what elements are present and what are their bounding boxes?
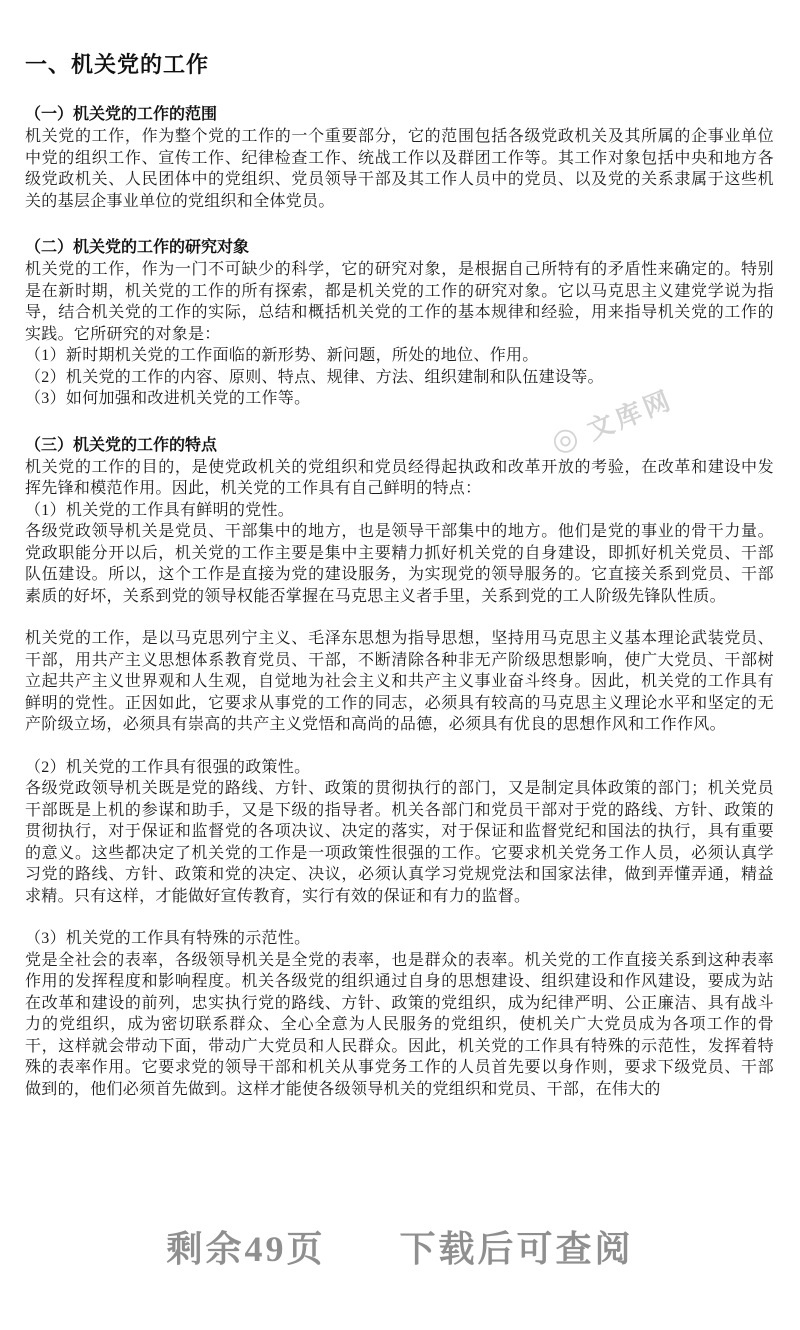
paragraph: 机关党的工作，作为一门不可缺少的科学，它的研究对象，是根据自己所特有的矛盾性来确定的。特别是在新时期，机关党的工作的所有探索，都是机关党的工作的研究对象。它以马克思主义建党学说为指导，结合机关党的工作的实际，总结和概括机关党的工作的基本规律和经验，用来指导机关党的工作的实践。它所研究的对象是：	[25, 261, 774, 343]
list-item: （3）如何加强和改进机关党的工作等。	[25, 390, 311, 407]
section-heading: （三）机关党的工作的特点	[25, 436, 218, 454]
list-item: （1）新时期机关党的工作面临的新形势、新问题，所处的地位、作用。	[25, 347, 539, 364]
paragraph: 机关党的工作，作为整个党的工作的一个重要部分，它的范围包括各级党政机关及其所属的企事业单位中党的组织工作、宣传工作、纪律检查工作、统战工作以及群团工作等。其工作对象包括中央和地方各级党政机关、人民团体中的党组织、党员领导干部及其工作人员中的党员、以及党的关系隶属于这些机关的基层企事业单位的党组织和全体党员。	[25, 128, 774, 210]
section-heading: （二）机关党的工作的研究对象	[25, 239, 250, 256]
watermark-text: 文库网	[583, 384, 678, 446]
view-after-download-label: 下载后可查阅	[399, 1229, 634, 1269]
page-title: 一、机关党的工作	[25, 52, 210, 77]
paragraph: 各级党政领导机关是党员、干部集中的地方，也是领导干部集中的地方。他们是党的事业的骨干力量。党政职能分开以后，机关党的工作主要是集中主要精力抓好机关党的自身建设，即抓好机关党员、干部队伍建设。所以，这个工作是直接为党的建设服务，为实现党的领导服务的。它直接关系到党员、干部素质的好坏，关系到党的领导权能否掌握在马克思主义者手里，关系到党的工人阶级先锋队性质。	[25, 523, 774, 605]
point-title: （1）机关党的工作具有鲜明的党性。	[25, 501, 295, 519]
paragraph: 各级党政领导机关既是党的路线、方针、政策的贯彻执行的部门，又是制定具体政策的部门；机关党员干部既是上机的参谋和助手，又是下级的指导者。机关各部门和党员干部对于党的路线、方针、政策的贯彻执行，对于保证和监督党的各项决议、决定的落实，对于保证和监督党纪和国法的执行，具有重要的意义。这些都决定了机关党的工作是一项政策性很强的工作。它要求机关党务工作人员，必须认真学习党的路线、方针、政策和党的决定、决议，必须认真学习党规党法和国家法律，做到弄懂弄通，精益求精。只有这样，才能做好宣传教育，实行有效的保证和有力的监督。	[25, 780, 774, 905]
section-characteristics	[25, 432, 774, 1101]
watermark-logo-icon: ◎	[546, 417, 587, 460]
section-research-object	[25, 234, 774, 410]
list-item: （2）机关党的工作的内容、原则、特点、规律、方法、组织建制和队伍建设等。	[25, 368, 604, 386]
paragraph: 机关党的工作，是以马克思列宁主义、毛泽东思想为指导思想，坚持用马克思主义基本理论武装党员、干部，用共产主义思想体系教育党员、干部，不断清除各种非无产阶级思想影响，使广大党员、干部树立起共产主义世界观和人生观，自觉地为社会主义和共产主义事业奋斗终身。因此，机关党的工作具有鲜明的党性。正因如此，它要求从事党的工作的同志，必须具有较高的马克思主义理论水平和坚定的无产阶级立场，必须具有崇高的共产主义党悟和高尚的品德，必须具有优良的思想作风和工作作风。	[25, 630, 774, 733]
section-heading: （一）机关党的工作的范围	[25, 106, 218, 123]
paragraph: 党是全社会的表率，各级领导机关是全党的表率，也是群众的表率。机关党的工作直接关系到这种表率作用的发挥程度和影响程度。机关各级党的组织通过自身的思想建设、组织建设和作风建设，要成为站在改革和建设的前列，忠实执行党的路线、方针、政策的党组织，成为纪律严明、公正廉洁、具有战斗力的党组织，成为密切联系群众、全心全意为人民服务的党组织，使机关广大党员成为各项工作的骨干，这样就会带动下面，带动广大党员和人民群众。因此，机关党的工作具有特殊的示范性，发挥着特殊的表率作用。它要求党的领导干部和机关从事党务工作的人员首先要以身作则，要求下级党员、干部做到的，他们必须首先做到。这样才能使各级领导机关的党组织和党员、干部，在伟大的	[25, 951, 774, 1098]
point-title: （2）机关党的工作具有很强的政策性。	[25, 758, 311, 776]
remaining-pages-label: 剩余49页	[166, 1229, 326, 1269]
section-scope	[25, 101, 774, 212]
point-title: （3）机关党的工作具有特殊的示范性。	[25, 930, 311, 947]
download-notice	[0, 1221, 800, 1272]
paragraph: 机关党的工作的目的，是使党政机关的党组织和党员经得起执政和改革开放的考验，在改革和建设中发挥先锋和模范作用。因此，机关党的工作具有自己鲜明的特点：	[25, 458, 774, 497]
